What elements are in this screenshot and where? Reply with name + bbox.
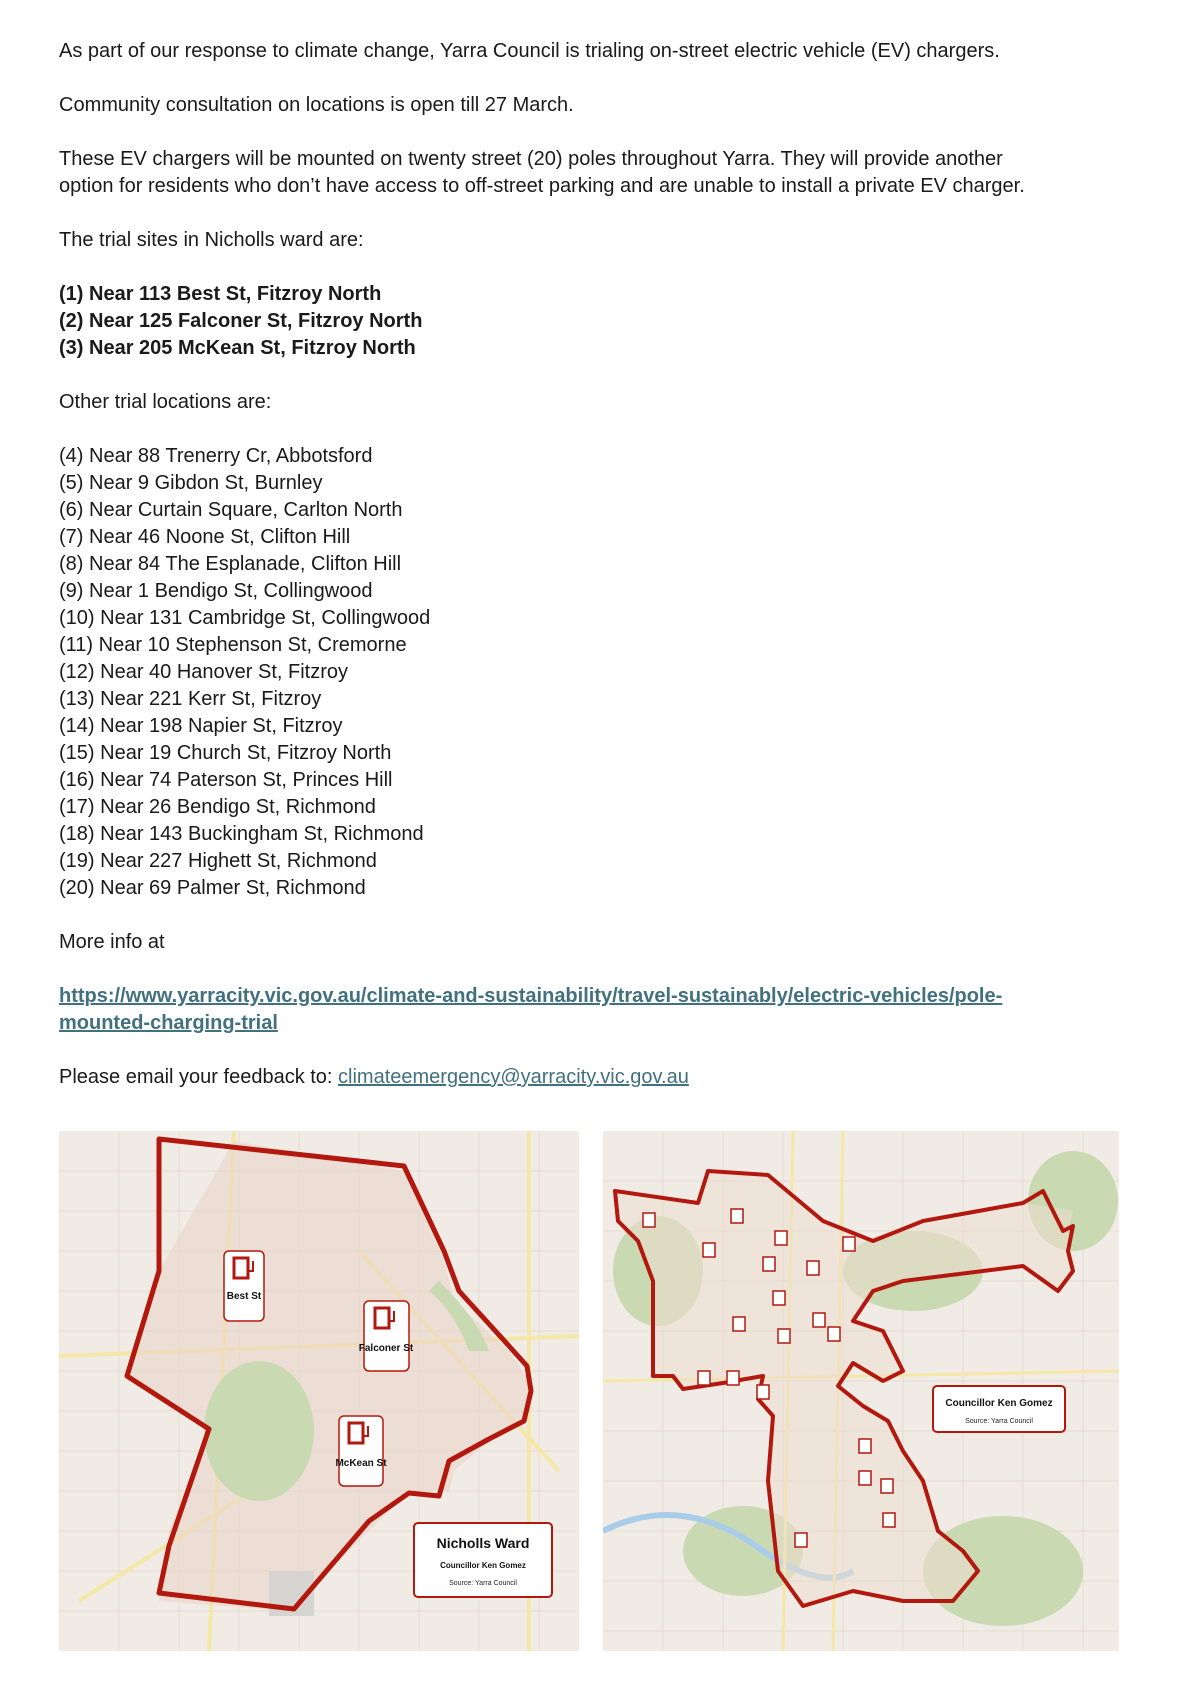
charger-marker-falconer-st[interactable] bbox=[359, 1301, 414, 1371]
charger-marker[interactable] bbox=[881, 1479, 893, 1493]
charger-marker[interactable] bbox=[843, 1237, 855, 1251]
charger-marker[interactable] bbox=[727, 1371, 739, 1385]
more-info-link[interactable] bbox=[59, 985, 1002, 1034]
feedback-email-link[interactable]: climateemergency@yarracity.vic.gov.au bbox=[338, 1066, 689, 1088]
map-legend-box bbox=[414, 1523, 552, 1597]
nicholls-ward-map-graphic bbox=[59, 1131, 579, 1651]
charger-marker[interactable] bbox=[859, 1439, 871, 1453]
charger-marker[interactable] bbox=[828, 1327, 840, 1341]
list-item: (6) Near Curtain Square, Carlton North bbox=[59, 499, 403, 521]
list-item: (20) Near 69 Palmer St, Richmond bbox=[59, 877, 366, 899]
list-item: (14) Near 198 Napier St, Fitzroy bbox=[59, 715, 343, 737]
yarra-overview-map bbox=[603, 1131, 1119, 1651]
list-item: (2) Near 125 Falconer St, Fitzroy North bbox=[59, 310, 423, 332]
feedback-label: Please email your feedback to: bbox=[59, 1066, 339, 1088]
park-area bbox=[204, 1361, 314, 1501]
feedback-line bbox=[59, 1064, 1139, 1091]
list-item: (3) Near 205 McKean St, Fitzroy North bbox=[59, 337, 416, 359]
charger-marker-mckean-st[interactable] bbox=[335, 1416, 387, 1486]
charger-marker[interactable] bbox=[698, 1371, 710, 1385]
marker-label: McKean St bbox=[335, 1458, 387, 1469]
marker-label: Falconer St bbox=[358, 1343, 414, 1354]
other-sites-heading: Other trial locations are: bbox=[59, 391, 272, 413]
more-info-label: More info at bbox=[59, 931, 165, 953]
list-item: (15) Near 19 Church St, Fitzroy North bbox=[59, 742, 392, 764]
intro-paragraph-3-line-2: option for residents who don’t have access to off-street parking and are unable to install a private EV charger. bbox=[59, 175, 1025, 197]
nicholls-sites-heading: The trial sites in Nicholls ward are: bbox=[59, 229, 364, 251]
list-item: (5) Near 9 Gibdon St, Burnley bbox=[59, 472, 323, 494]
intro-paragraph-1: As part of our response to climate change, Yarra Council is trialing on-street electric vehicle (EV) chargers. bbox=[59, 40, 1000, 62]
document-body bbox=[59, 38, 1139, 1118]
marker-label: Best St bbox=[226, 1291, 262, 1302]
charger-marker[interactable] bbox=[813, 1313, 825, 1327]
charger-marker[interactable] bbox=[807, 1261, 819, 1275]
legend-source: Source: Yarra Council bbox=[449, 1580, 517, 1587]
charger-marker[interactable] bbox=[703, 1243, 715, 1257]
legend-title: Nicholls Ward bbox=[436, 1535, 530, 1551]
intro-paragraph-2: Community consultation on locations is open till 27 March. bbox=[59, 94, 574, 116]
list-item: (19) Near 227 Highett St, Richmond bbox=[59, 850, 377, 872]
list-item: (1) Near 113 Best St, Fitzroy North bbox=[59, 283, 382, 305]
charger-marker[interactable] bbox=[643, 1213, 655, 1227]
nicholls-sites-list bbox=[59, 281, 1139, 362]
charger-marker[interactable] bbox=[757, 1385, 769, 1399]
list-item: (16) Near 74 Paterson St, Princes Hill bbox=[59, 769, 393, 791]
more-info-link-block bbox=[59, 983, 1139, 1037]
nicholls-ward-map bbox=[59, 1131, 579, 1651]
charger-marker[interactable] bbox=[859, 1471, 871, 1485]
charger-marker[interactable] bbox=[763, 1257, 775, 1271]
list-item: (9) Near 1 Bendigo St, Collingwood bbox=[59, 580, 373, 602]
legend-councillor: Councillor Ken Gomez bbox=[440, 1561, 526, 1570]
list-item: (11) Near 10 Stephenson St, Cremorne bbox=[59, 634, 407, 656]
charger-marker[interactable] bbox=[775, 1231, 787, 1245]
list-item: (8) Near 84 The Esplanade, Clifton Hill bbox=[59, 553, 402, 575]
charger-marker[interactable] bbox=[795, 1533, 807, 1547]
charger-marker[interactable] bbox=[773, 1291, 785, 1305]
charger-marker[interactable] bbox=[733, 1317, 745, 1331]
charger-marker[interactable] bbox=[731, 1209, 743, 1223]
more-info-link-line-1: https://www.yarracity.vic.gov.au/climate-and-sustainability/travel-sustainably/electric-vehicles/pole- bbox=[59, 985, 1003, 1007]
legend-councillor: Councillor Ken Gomez bbox=[945, 1398, 1053, 1409]
list-item: (17) Near 26 Bendigo St, Richmond bbox=[59, 796, 376, 818]
other-sites-list bbox=[59, 443, 1139, 902]
list-item: (7) Near 46 Noone St, Clifton Hill bbox=[59, 526, 351, 548]
list-item: (10) Near 131 Cambridge St, Collingwood bbox=[59, 607, 431, 629]
intro-paragraph-3-line-1: These EV chargers will be mounted on twenty street (20) poles throughout Yarra. They will provide another bbox=[59, 148, 1003, 170]
yarra-overview-map-graphic bbox=[603, 1131, 1119, 1651]
map-legend-box bbox=[933, 1386, 1065, 1432]
legend-source: Source: Yarra Council bbox=[965, 1418, 1033, 1425]
list-item: (12) Near 40 Hanover St, Fitzroy bbox=[59, 661, 348, 683]
list-item: (13) Near 221 Kerr St, Fitzroy bbox=[59, 688, 322, 710]
intro-paragraph-3 bbox=[59, 146, 1139, 200]
list-item: (4) Near 88 Trenerry Cr, Abbotsford bbox=[59, 445, 373, 467]
charger-marker[interactable] bbox=[778, 1329, 790, 1343]
more-info-link-line-2: mounted-charging-trial bbox=[59, 1012, 278, 1034]
list-item: (18) Near 143 Buckingham St, Richmond bbox=[59, 823, 424, 845]
charger-marker-best-st[interactable] bbox=[224, 1251, 264, 1321]
charger-marker[interactable] bbox=[883, 1513, 895, 1527]
